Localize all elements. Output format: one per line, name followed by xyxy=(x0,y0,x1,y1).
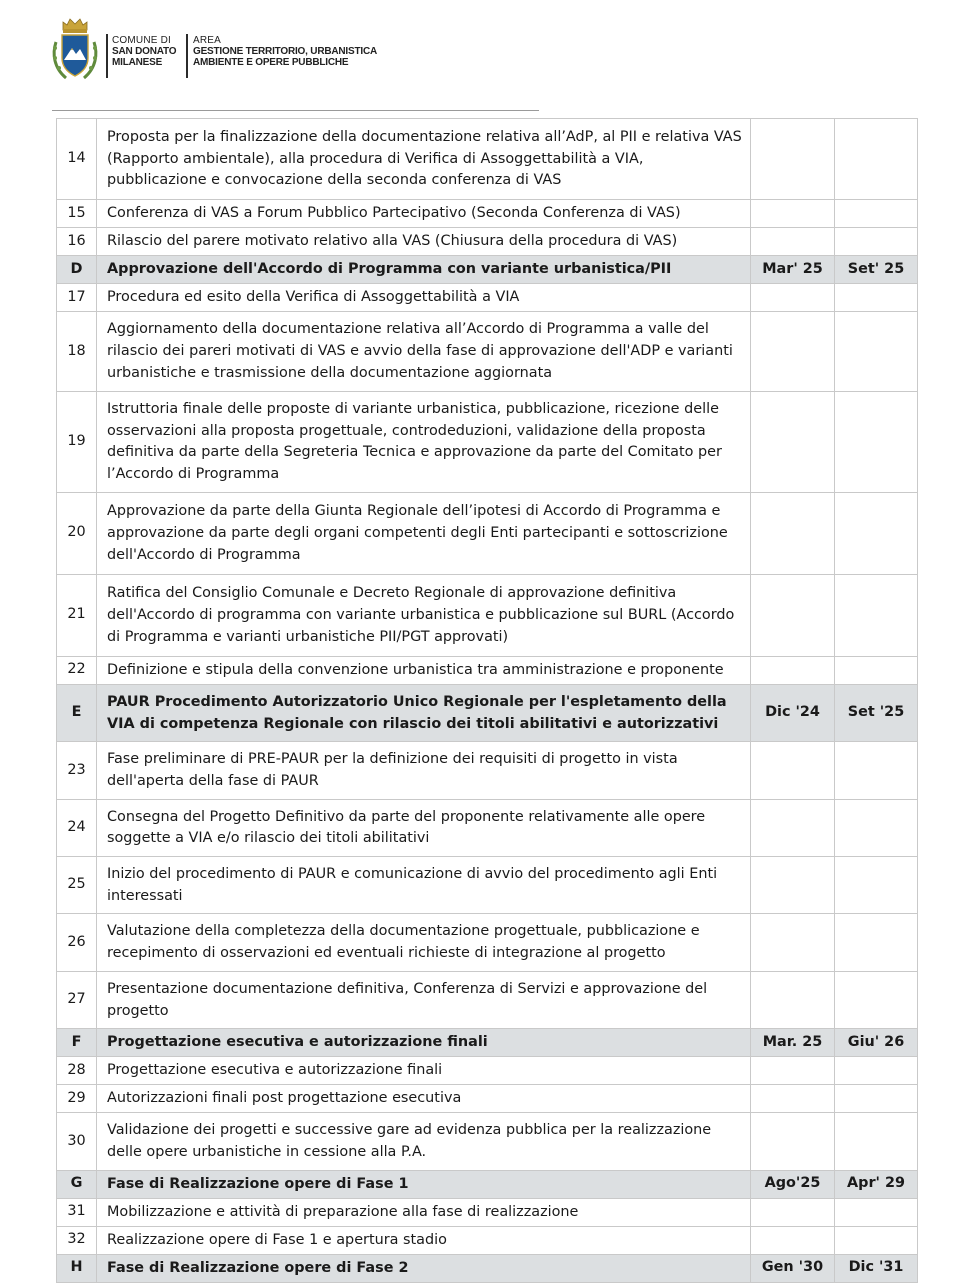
area-line-1: GESTIONE TERRITORIO, URBANISTICA xyxy=(193,46,377,57)
row-description-text: Approvazione dell'Accordo di Programma con variante urbanistica/PII xyxy=(107,261,672,278)
phase-row xyxy=(57,256,918,284)
table-row xyxy=(57,656,918,684)
row-start-date xyxy=(751,914,835,971)
row-end-date: Set '25 xyxy=(835,684,918,741)
phase-row xyxy=(57,1254,918,1282)
row-start-date: Ago'25 xyxy=(751,1170,835,1198)
row-end-date xyxy=(835,392,918,493)
row-start-date xyxy=(751,312,835,392)
row-end-date xyxy=(835,492,918,574)
row-end-date xyxy=(835,1057,918,1085)
header-divider xyxy=(186,34,188,78)
row-description xyxy=(97,1226,751,1254)
row-start-date xyxy=(751,857,835,914)
row-number: D xyxy=(57,256,97,284)
table-row xyxy=(57,914,918,971)
row-description-text: Aggiornamento della documentazione relativa all’Accordo di Programma a valle del rilascio dei pareri motivati di VAS e avvio della fase di approvazione dell'ADP e varianti urbanistiche e trasmissione della documentazione aggiornata xyxy=(107,321,733,381)
row-number: 22 xyxy=(57,656,97,684)
table-row xyxy=(57,742,918,799)
row-description-text: Proposta per la finalizzazione della documentazione relativa all’AdP, al PII e relativa VAS (Rapporto ambientale), alla procedura di Verifica di Assoggettabilità a VIA, pubblicazione e convocazione della seconda conferenza di VAS xyxy=(107,128,742,189)
area-label: AREA xyxy=(193,35,222,46)
row-end-date xyxy=(835,799,918,856)
row-end-date: Giu' 26 xyxy=(835,1029,918,1057)
row-description xyxy=(97,284,751,312)
row-end-date xyxy=(835,971,918,1028)
row-description-text: Fase di Realizzazione opere di Fase 1 xyxy=(107,1175,409,1192)
row-description xyxy=(97,392,751,493)
table-row xyxy=(57,799,918,856)
row-end-date xyxy=(835,857,918,914)
row-description-text: Conferenza di VAS a Forum Pubblico Partecipativo (Seconda Conferenza di VAS) xyxy=(107,205,681,222)
row-description-text: Mobilizzazione e attività di preparazione alla fase di realizzazione xyxy=(107,1203,579,1220)
row-start-date xyxy=(751,284,835,312)
row-number: 26 xyxy=(57,914,97,971)
row-start-date xyxy=(751,656,835,684)
row-start-date xyxy=(751,1198,835,1226)
table-row xyxy=(57,1226,918,1254)
table-row xyxy=(57,1085,918,1113)
row-number: 17 xyxy=(57,284,97,312)
row-end-date xyxy=(835,656,918,684)
area-line-2: AMBIENTE E OPERE PUBBLICHE xyxy=(193,57,349,68)
row-start-date xyxy=(751,1226,835,1254)
row-end-date xyxy=(835,574,918,656)
row-description-text: Autorizzazioni finali post progettazione esecutiva xyxy=(107,1090,462,1107)
row-number: 20 xyxy=(57,492,97,574)
row-number: 18 xyxy=(57,312,97,392)
row-description xyxy=(97,684,751,741)
row-start-date: Gen '30 xyxy=(751,1254,835,1282)
row-description-text: Ratifica del Consiglio Comunale e Decreto Regionale di approvazione definitiva dell'Accordo di programma con variante urbanistica e pubblicazione sul BURL (Accordo di Programma e varianti urbanistiche PII/PGT approvati) xyxy=(107,585,735,645)
header-divider xyxy=(106,34,108,78)
row-start-date xyxy=(751,228,835,256)
table-row xyxy=(57,971,918,1028)
row-number: 25 xyxy=(57,857,97,914)
comune-label: COMUNE DI xyxy=(112,35,172,46)
table-row xyxy=(57,228,918,256)
row-start-date xyxy=(751,1057,835,1085)
row-start-date: Dic '24 xyxy=(751,684,835,741)
row-start-date xyxy=(751,971,835,1028)
row-start-date xyxy=(751,1085,835,1113)
row-description xyxy=(97,256,751,284)
row-end-date xyxy=(835,1198,918,1226)
row-number: H xyxy=(57,1254,97,1282)
row-description-text: Fase di Realizzazione opere di Fase 2 xyxy=(107,1259,409,1276)
row-start-date xyxy=(751,200,835,228)
row-description xyxy=(97,1113,751,1170)
comune-logo-text xyxy=(112,35,176,68)
row-description-text: Definizione e stipula della convenzione urbanistica tra amministrazione e proponente xyxy=(107,661,724,678)
row-start-date xyxy=(751,119,835,200)
row-description-text: Validazione dei progetti e successive gare ad evidenza pubblica per la realizzazione delle opere urbanistiche in cessione alla P.A. xyxy=(107,1122,712,1160)
row-number: 32 xyxy=(57,1226,97,1254)
row-description-text: Istruttoria finale delle proposte di variante urbanistica, pubblicazione, ricezione delle osservazioni alla proposta progettuale, controdeduzioni, validazione della proposta definitiva da parte della Segreteria Tecnica e approvazione da parte del Comitato per l’Accordo di Programma xyxy=(107,401,722,483)
comune-name-line-2: MILANESE xyxy=(112,57,163,68)
row-description xyxy=(97,799,751,856)
row-end-date xyxy=(835,914,918,971)
row-number: 21 xyxy=(57,574,97,656)
comune-name-line-1: SAN DONATO xyxy=(112,46,177,57)
row-number: 28 xyxy=(57,1057,97,1085)
document-header xyxy=(50,14,650,88)
row-number: E xyxy=(57,684,97,741)
row-description-text: Inizio del procedimento di PAUR e comunicazione di avvio del procedimento agli Enti interessati xyxy=(107,866,718,904)
table-row xyxy=(57,392,918,493)
row-description xyxy=(97,914,751,971)
table-row xyxy=(57,574,918,656)
row-end-date: Dic '31 xyxy=(835,1254,918,1282)
row-end-date: Apr' 29 xyxy=(835,1170,918,1198)
row-start-date xyxy=(751,799,835,856)
row-number: G xyxy=(57,1170,97,1198)
row-description xyxy=(97,857,751,914)
row-description-text: Progettazione esecutiva e autorizzazione finali xyxy=(107,1062,443,1079)
row-description xyxy=(97,312,751,392)
table-row xyxy=(57,857,918,914)
row-start-date xyxy=(751,574,835,656)
row-number: 16 xyxy=(57,228,97,256)
table-row xyxy=(57,200,918,228)
row-end-date xyxy=(835,200,918,228)
table-row xyxy=(57,284,918,312)
row-description xyxy=(97,228,751,256)
table-row xyxy=(57,312,918,392)
row-number: 23 xyxy=(57,742,97,799)
row-end-date xyxy=(835,284,918,312)
row-description xyxy=(97,656,751,684)
row-description xyxy=(97,1254,751,1282)
row-start-date xyxy=(751,492,835,574)
phase-row xyxy=(57,1170,918,1198)
row-description-text: Fase preliminare di PRE-PAUR per la definizione dei requisiti di progetto in vista dell'aperta della fase di PAUR xyxy=(107,751,678,789)
row-description xyxy=(97,742,751,799)
table-row xyxy=(57,1198,918,1226)
phase-row xyxy=(57,1029,918,1057)
row-start-date xyxy=(751,1113,835,1170)
row-description-text: Rilascio del parere motivato relativo alla VAS (Chiusura della procedura di VAS) xyxy=(107,233,678,250)
row-number: 15 xyxy=(57,200,97,228)
row-end-date xyxy=(835,742,918,799)
row-description-text: Realizzazione opere di Fase 1 e apertura stadio xyxy=(107,1231,447,1248)
table-row xyxy=(57,1113,918,1170)
row-description xyxy=(97,1170,751,1198)
table-row xyxy=(57,119,918,200)
row-description-text: Progettazione esecutiva e autorizzazione finali xyxy=(107,1034,488,1051)
row-description-text: PAUR Procedimento Autorizzatorio Unico Regionale per l'espletamento della VIA di competenza Regionale con rilascio dei titoli abilitativi e autorizzativi xyxy=(107,693,727,732)
row-description-text: Consegna del Progetto Definitivo da parte del proponente relativamente alle opere soggette a VIA e/o rilascio dei titoli abilitativi xyxy=(107,808,706,847)
row-description xyxy=(97,492,751,574)
row-number: 29 xyxy=(57,1085,97,1113)
row-description xyxy=(97,1198,751,1226)
row-description-text: Presentazione documentazione definitiva, Conferenza di Servizi e approvazione del progetto xyxy=(107,980,708,1019)
header-rule xyxy=(52,110,539,111)
row-number: F xyxy=(57,1029,97,1057)
row-end-date xyxy=(835,228,918,256)
row-description xyxy=(97,574,751,656)
row-end-date: Set' 25 xyxy=(835,256,918,284)
row-start-date: Mar. 25 xyxy=(751,1029,835,1057)
row-start-date xyxy=(751,392,835,493)
table-row xyxy=(57,1057,918,1085)
row-number: 30 xyxy=(57,1113,97,1170)
row-number: 31 xyxy=(57,1198,97,1226)
row-end-date xyxy=(835,1226,918,1254)
row-end-date xyxy=(835,119,918,200)
row-description-text: Valutazione della completezza della documentazione progettuale, pubblicazione e recepimento di osservazioni ed eventuali richieste di integrazione al progetto xyxy=(107,923,700,962)
row-description-text: Approvazione da parte della Giunta Regionale dell’ipotesi di Accordo di Programma e approvazione da parte degli organi competenti degli Enti partecipanti e sottoscrizione dell'Accordo di Programma xyxy=(107,503,728,563)
row-description xyxy=(97,200,751,228)
timeline-table xyxy=(56,118,918,1283)
row-description xyxy=(97,119,751,200)
row-description-text: Procedura ed esito della Verifica di Assoggettabilità a VIA xyxy=(107,289,520,306)
row-end-date xyxy=(835,1113,918,1170)
row-number: 27 xyxy=(57,971,97,1028)
row-description xyxy=(97,1057,751,1085)
row-description xyxy=(97,1029,751,1057)
municipal-crest-icon xyxy=(50,16,100,84)
row-start-date xyxy=(751,742,835,799)
row-description xyxy=(97,1085,751,1113)
row-number: 19 xyxy=(57,392,97,493)
row-end-date xyxy=(835,312,918,392)
row-end-date xyxy=(835,1085,918,1113)
row-start-date: Mar' 25 xyxy=(751,256,835,284)
row-number: 14 xyxy=(57,119,97,200)
phase-row xyxy=(57,684,918,741)
table-row xyxy=(57,492,918,574)
row-number: 24 xyxy=(57,799,97,856)
area-text xyxy=(193,35,377,68)
row-description xyxy=(97,971,751,1028)
